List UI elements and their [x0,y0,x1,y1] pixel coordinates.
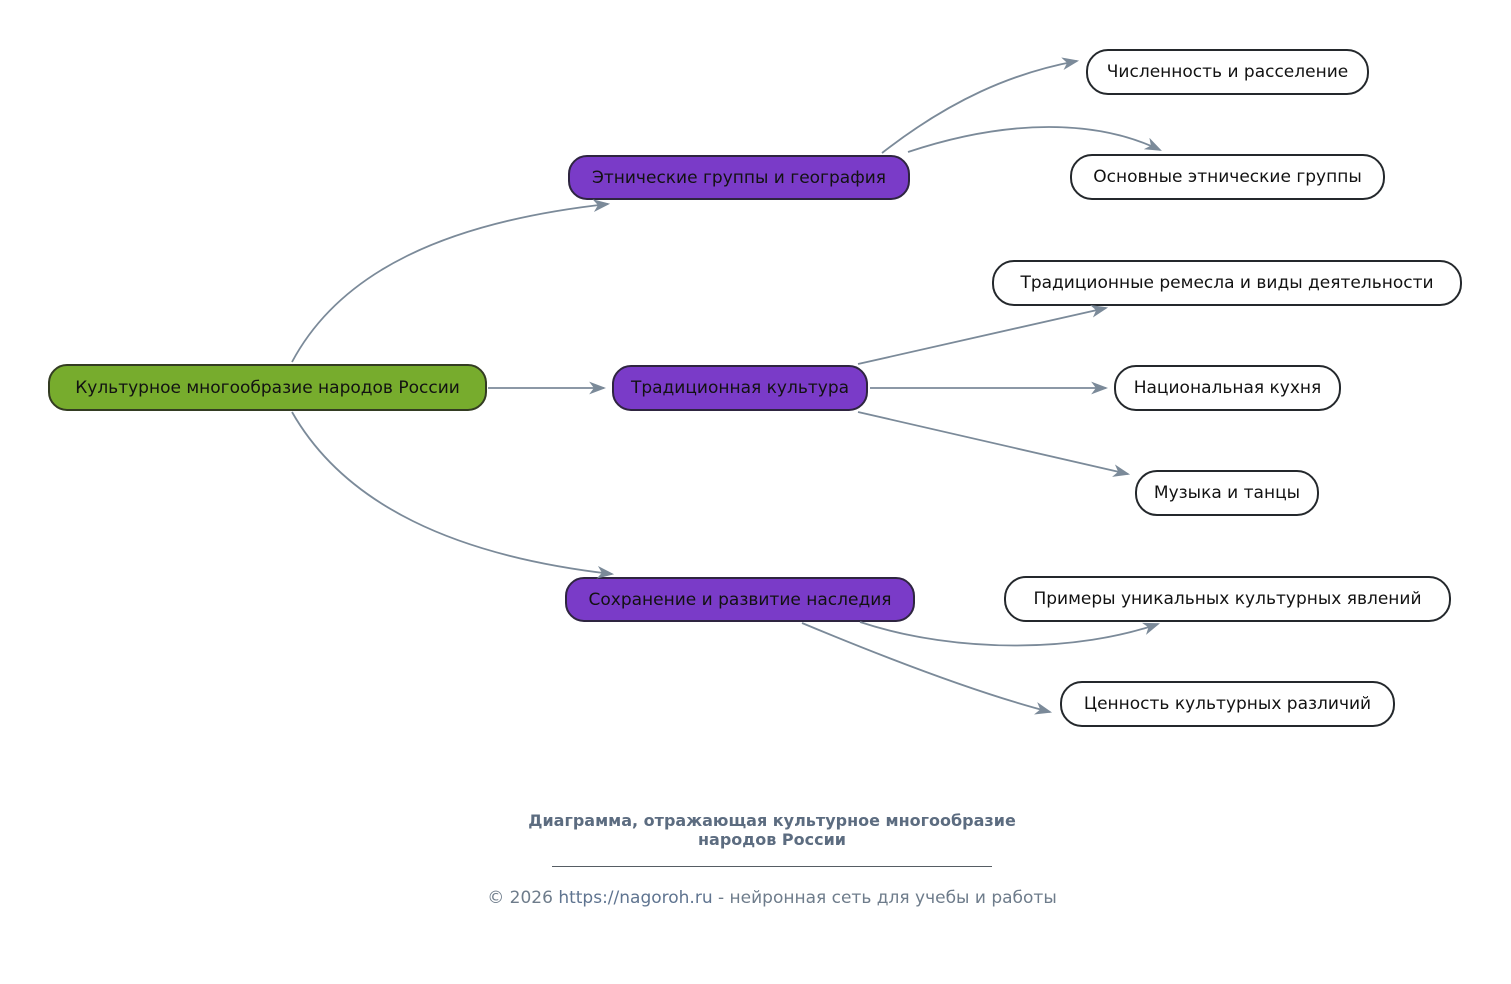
branch-node-label: Традиционная культура [630,378,850,398]
edge-ethnic-groups-to-main-groups [908,127,1160,152]
edge-heritage-to-phenomena [860,622,1158,646]
caption-separator-line [552,866,992,867]
leaf-node-label: Примеры уникальных культурных явлений [1033,589,1422,609]
footer-tagline: - нейронная сеть для учебы и работы [712,888,1057,908]
leaf-node-value-of-cultural-differences [1060,681,1395,727]
edge-heritage-to-value [802,623,1050,712]
footer-site-link: https://nagoroh.ru [558,888,713,908]
leaf-node-traditional-crafts [992,260,1462,306]
leaf-node-population-settlement [1086,49,1369,95]
footer-copyright: © 2026 [487,888,559,908]
leaf-node-main-ethnic-groups [1070,154,1385,200]
leaf-node-label: Национальная кухня [1133,378,1322,398]
edge-culture-to-music [858,412,1128,474]
root-node-label: Культурное многообразие народов России [75,377,460,398]
caption-line-2: народов России [697,830,846,849]
edge-root-to-heritage-preservation [292,412,612,574]
branch-node-traditional-culture [612,365,868,411]
leaf-node-label: Численность и расселение [1106,62,1349,82]
diagram-caption [472,811,1072,849]
leaf-node-music-dances [1135,470,1319,516]
branch-node-label: Сохранение и развитие наследия [588,589,892,610]
edge-culture-to-crafts [858,308,1106,364]
leaf-node-label: Музыка и танцы [1153,483,1301,503]
leaf-node-label: Основные этнические группы [1093,167,1362,187]
leaf-node-national-cuisine [1114,365,1341,411]
edge-root-to-ethnic-groups [292,204,608,362]
leaf-node-unique-cultural-phenomena [1004,576,1451,622]
branch-node-ethnic-groups [568,155,910,200]
branch-node-label: Этнические группы и география [592,167,886,188]
leaf-node-label: Традиционные ремесла и виды деятельности [1020,273,1434,293]
edge-ethnic-groups-to-population [882,61,1077,153]
root-node-cultural-diversity [48,364,487,411]
footer-credit [372,888,1172,908]
branch-node-heritage-preservation [565,577,915,622]
leaf-node-label: Ценность культурных различий [1083,694,1372,714]
caption-line-1: Диаграмма, отражающая культурное многообразие [528,811,1016,830]
